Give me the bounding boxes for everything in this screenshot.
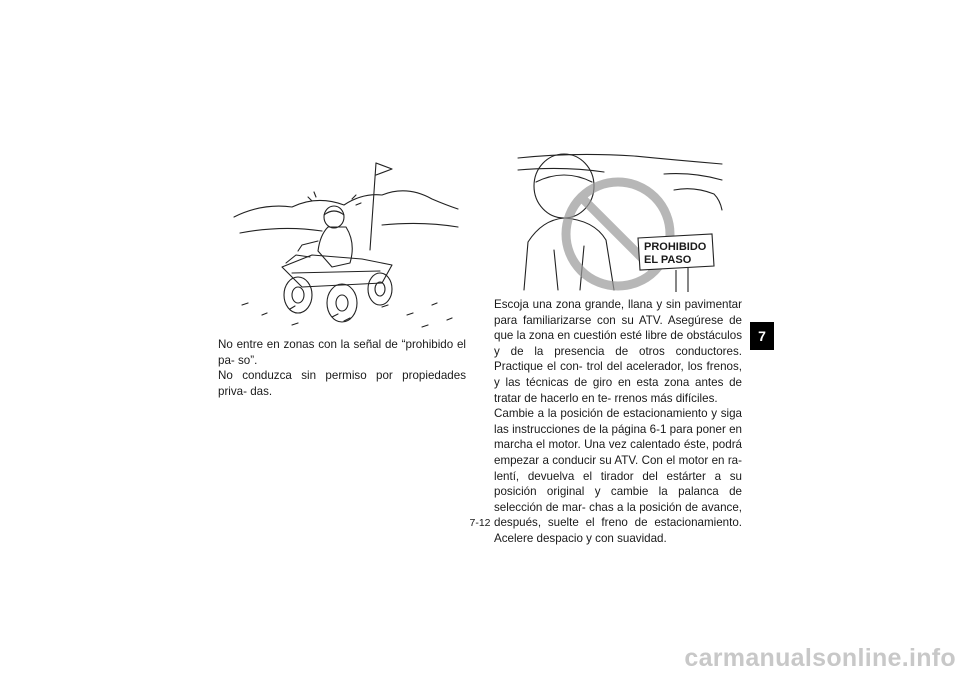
right-column-text xyxy=(494,297,742,547)
paragraph: Cambie a la posición de estacionamiento y siga las instrucciones de la página 6-1 para poner en marcha el motor. Una vez calentado éste, podrá empezar a conducir su ATV. Con el motor en ra- lentí, devuelva el tirador del estárter a su posición original y cambie la palanca de selección de mar- chas a la posición de avance, después, suelte el freno de estacionamiento. Acelere despacio y con suavidad. xyxy=(494,407,742,545)
paragraph: No conduzca sin permiso por propiedades priva- das. xyxy=(218,369,466,398)
watermark: carmanualsonline.info xyxy=(684,644,956,672)
chapter-tab: 7 xyxy=(750,322,774,350)
paragraph: No entre en zonas con la señal de “prohibido el pa- so”. xyxy=(218,338,466,367)
no-trespassing-illustration xyxy=(514,150,726,292)
left-column-text xyxy=(218,337,466,399)
paragraph: Escoja una zona grande, llana y sin pavimentar para familiarizarse con su ATV. Asegúrese de que la zona en cuestión esté libre de obstáculos y de la presencia de otros conductores. Practique el con- trol del acelerador, los frenos, y las técnicas de giro en esta zona antes de tratar de hacerlo en te- rrenos más difíciles. xyxy=(494,298,742,405)
sign-text-line1: PROHIBIDO xyxy=(644,241,707,253)
page-number: 7-12 xyxy=(469,517,491,529)
sign-text-line2: EL PASO xyxy=(644,254,692,266)
atv-rider-illustration xyxy=(232,155,460,333)
